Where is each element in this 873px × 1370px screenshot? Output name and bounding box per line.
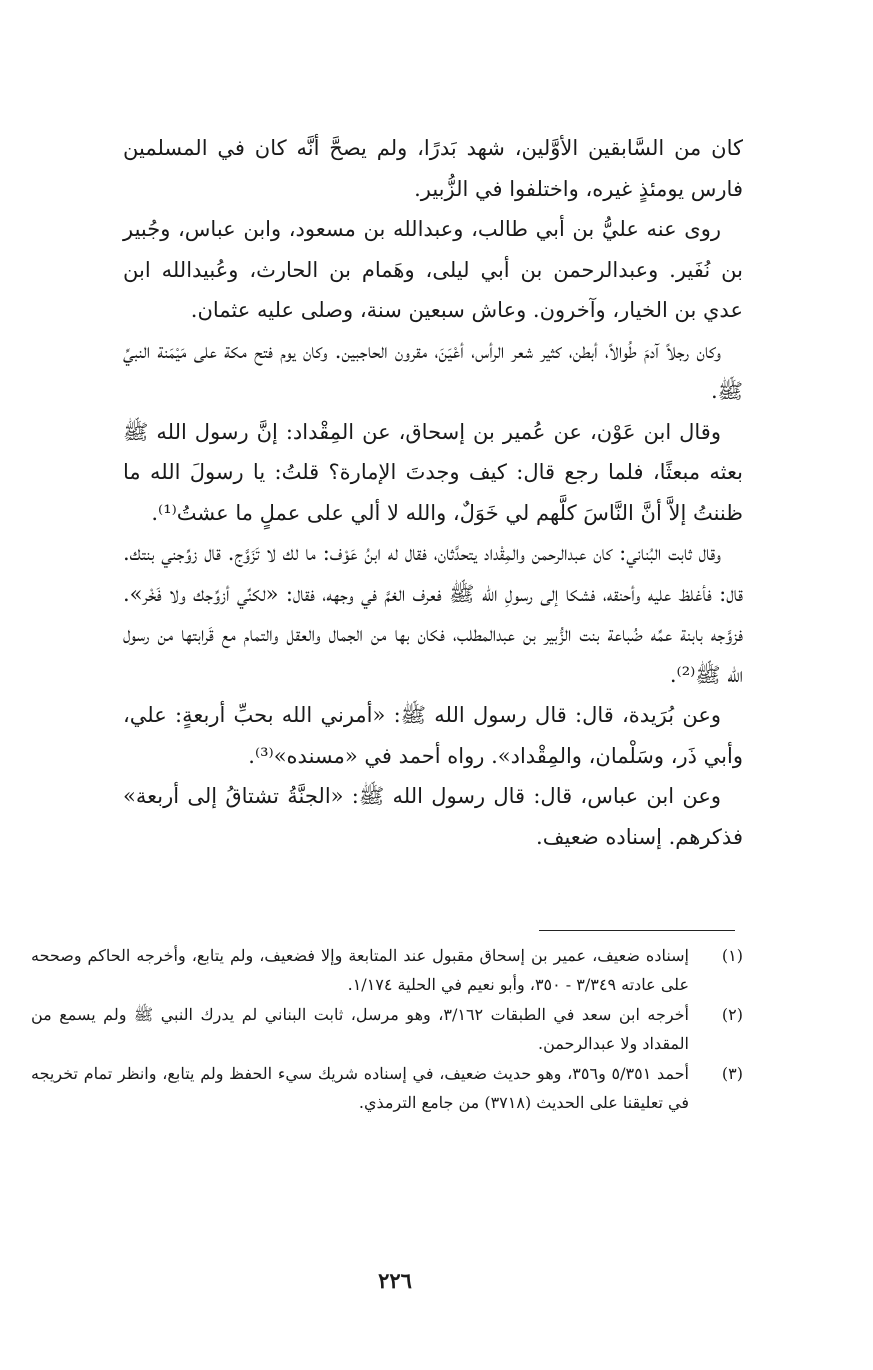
footnote: [31, 1001, 743, 1058]
footnote: [31, 942, 743, 999]
footnote-text: أحمد ٥/٣٥١ و٣٥٦، وهو حديث ضعيف، في إسناده شريك سيء الحفظ ولم يتابع، وانظر تمام تخريجه في تعليقنا على الحديث (٣٧١٨) من جامع الترمذي.: [31, 1064, 690, 1112]
paragraph: وعن بُرَيدة، قال: قال رسول الله ﷺ: «أمرني الله بحبِّ أربعةٍ: علي، وأبي ذَر، وسَلْمان، والمِقْداد». رواه أحمد في «مسنده»⁽³⁾.: [123, 703, 743, 768]
paragraph: وكان رجلاً آدمَ طُوالاً، أبطن، كثير شعر الرأس، أعْيَنَ، مقرون الحاجبين. وكان يوم فتح مكة على مَيْمَنة النبيِّ ﷺ.: [123, 338, 743, 403]
paragraph: وقال ثابت البُناني: كان عبدالرحمن والمِقْداد يتحدَّثان، فقال له ابنُ عَوْف: ما لك لا تَزَوَّج. قال زوِّجني بنتك. قال: فأغلظ عليه وأحنقه، فشكا إلى رسولِ الله ﷺ فعرف الغمَّ في وجهه، فقال: «لكنِّي أزوِّجك ولا فَخْر». فزوَّجه بابنة عمِّه ضُباعة بنت الزُّبير بن عبدالمطلب، فكان بها من الجمال والعقل والتمام مع قَرابتها من رسول الله ﷺ⁽²⁾.: [123, 541, 743, 687]
footnote-number: (٣): [721, 1064, 743, 1083]
footnotes: [31, 942, 743, 1119]
footnote-text: إسناده ضعيف، عمير بن إسحاق مقبول عند المتابعة وإلا فضعيف، ولم يتابع، وأخرجه الحاكم وصححه على عادته ٣/٣٤٩ - ٣٥٠، وأبو نعيم في الحلية ١/١٧٤.: [31, 946, 689, 994]
paragraph: روى عنه عليُّ بن أبي طالب، وعبدالله بن مسعود، وابن عباس، وجُبير بن نُفَير. وعبدالرحمن بن أبي ليلى، وهَمام بن الحارث، وعُبيدالله ابن عدي بن الخيار، وآخرون. وعاش سبعين سنة، وصلى عليه عثمان.: [123, 217, 743, 322]
footnote-text: أخرجه ابن سعد في الطبقات ٣/١٦٢، وهو مرسل، ثابت البناني لم يدرك النبي ﷺ ولم يسمع من المقداد ولا عبدالرحمن.: [31, 1005, 689, 1053]
footnote-number: (٢): [721, 1005, 743, 1024]
page-number: ٢٢٦: [378, 1268, 412, 1293]
paragraph: وقال ابن عَوْن، عن عُمير بن إسحاق، عن المِقْداد: إنَّ رسول الله ﷺ بعثه مبعثًا، فلما رجع قال: كيف وجدتَ الإمارة؟ قلتُ: يا رسولَ الله ما ظننتُ إلاَّ أنَّ النَّاسَ كلَّهم لي خَوَلٌ، والله لا ألي على عملٍ ما عشتُ⁽¹⁾.: [123, 419, 743, 525]
footnote-separator: [539, 930, 735, 931]
main-text: [123, 128, 743, 857]
paragraph: كان من السَّابقين الأوَّلين، شهد بَدرًا، ولم يصحَّ أنَّه كان في المسلمين فارس يومئذٍ غيره، واختلفوا في الزُّبير.: [123, 136, 743, 201]
paragraph: وعن ابن عباس، قال: قال رسول الله ﷺ: «الجنَّةُ تشتاقُ إلى أربعة» فذكرهم. إسناده ضعيف.: [123, 784, 743, 849]
footnote: [31, 1060, 743, 1117]
footnote-number: (١): [721, 946, 743, 965]
